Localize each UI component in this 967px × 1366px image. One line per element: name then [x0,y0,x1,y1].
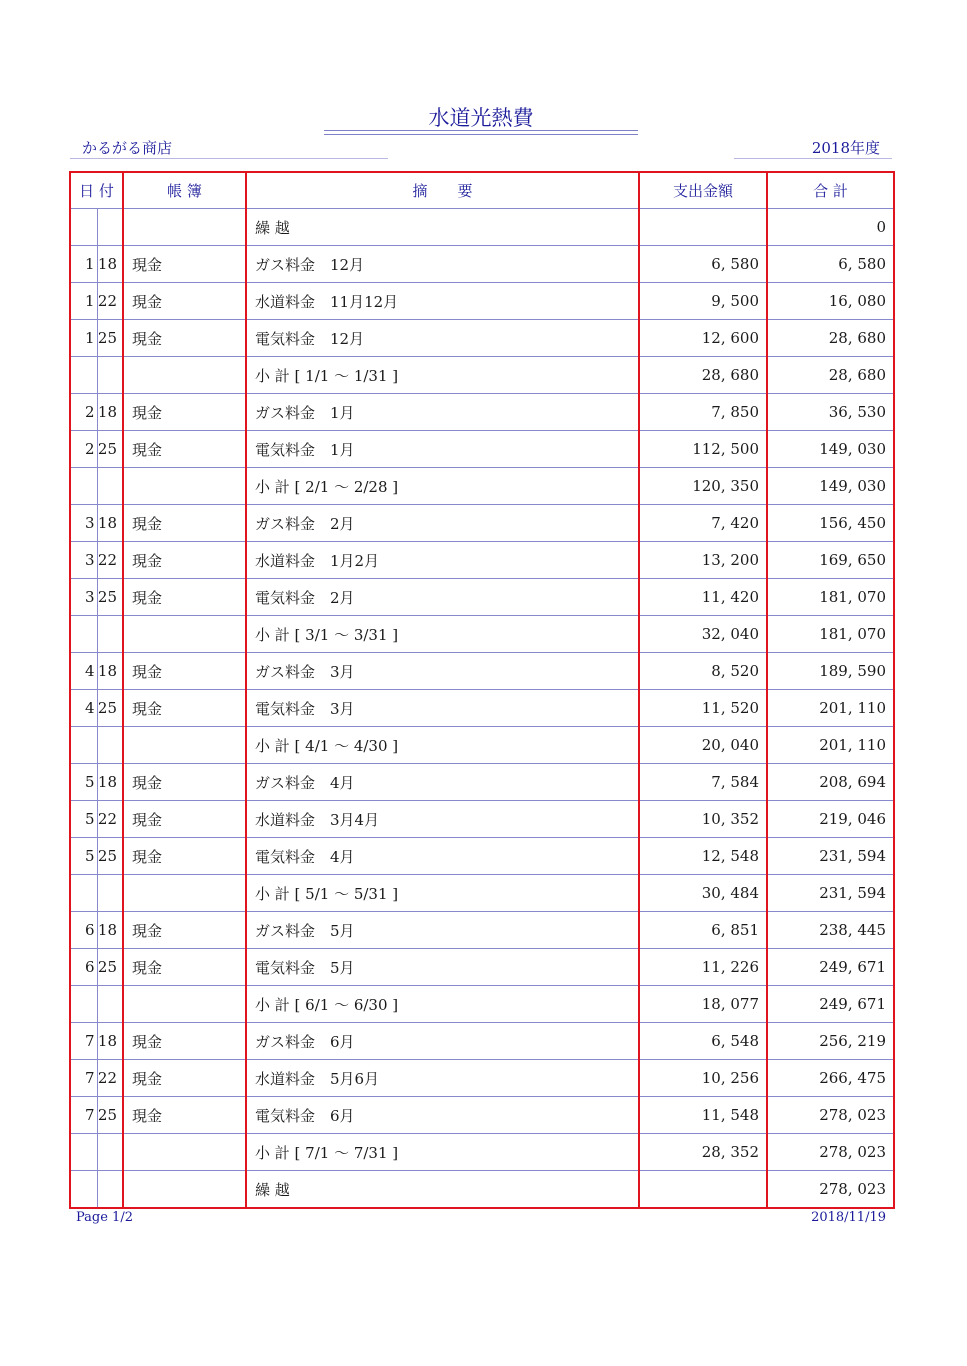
table-row [70,690,894,727]
table-row [70,505,894,542]
ledger-cell-amount: 10, 352 [639,801,767,838]
ledger-cell-month [70,727,97,764]
ledger-cell-month [70,1171,97,1209]
table-row [70,838,894,875]
ledger-cell-total: 169, 650 [767,542,894,579]
title-underline [324,130,638,131]
ledger-cell-day [97,1134,123,1171]
title-underline-double [324,134,638,135]
ledger-cell-amount: 12, 548 [639,838,767,875]
ledger-cell-total: 16, 080 [767,283,894,320]
ledger-cell-summary: 水道料金 5月6月 [246,1060,639,1097]
ledger-cell-day: 18 [97,1023,123,1060]
table-row [70,357,894,394]
table-row [70,394,894,431]
ledger-cell-month: 3 [70,505,97,542]
fiscal-year-underline [734,158,892,159]
ledger-cell-day [97,875,123,912]
ledger-cell-book: 現金 [123,505,246,542]
ledger-cell-summary: 電気料金 5月 [246,949,639,986]
ledger-cell-day: 18 [97,912,123,949]
ledger-cell-total: 149, 030 [767,468,894,505]
table-row [70,764,894,801]
ledger-cell-amount: 12, 600 [639,320,767,357]
column-header-date: 日 付 [70,172,123,209]
ledger-cell-book [123,357,246,394]
ledger-cell-book: 現金 [123,690,246,727]
ledger-cell-total: 278, 023 [767,1171,894,1209]
ledger-cell-amount: 10, 256 [639,1060,767,1097]
ledger-cell-month: 5 [70,801,97,838]
ledger-cell-month: 5 [70,838,97,875]
ledger-cell-month [70,986,97,1023]
table-row [70,949,894,986]
ledger-cell-summary: 小 計 [ 5/1 ～ 5/31 ] [246,875,639,912]
ledger-cell-summary: 繰 越 [246,209,639,246]
ledger-cell-month [70,357,97,394]
ledger-cell-month: 6 [70,912,97,949]
ledger-cell-month: 4 [70,690,97,727]
ledger-cell-total: 28, 680 [767,357,894,394]
ledger-cell-total: 189, 590 [767,653,894,690]
ledger-cell-day: 25 [97,320,123,357]
ledger-cell-total: 249, 671 [767,949,894,986]
ledger-cell-month [70,209,97,246]
ledger-cell-summary: 電気料金 1月 [246,431,639,468]
ledger-cell-book [123,727,246,764]
ledger-cell-total: 201, 110 [767,727,894,764]
ledger-cell-day: 18 [97,653,123,690]
ledger-cell-book: 現金 [123,579,246,616]
ledger-cell-amount: 7, 850 [639,394,767,431]
table-row [70,246,894,283]
ledger-cell-total: 238, 445 [767,912,894,949]
ledger-cell-summary: 水道料金 11月12月 [246,283,639,320]
ledger-cell-total: 201, 110 [767,690,894,727]
ledger-cell-amount: 112, 500 [639,431,767,468]
ledger-cell-summary: 水道料金 3月4月 [246,801,639,838]
column-header-summary: 摘 要 [246,172,639,209]
table-row [70,431,894,468]
ledger-cell-day: 25 [97,690,123,727]
ledger-cell-total: 256, 219 [767,1023,894,1060]
ledger-cell-amount [639,209,767,246]
ledger-cell-day: 25 [97,579,123,616]
ledger-cell-book [123,986,246,1023]
table-row [70,1134,894,1171]
table-row [70,801,894,838]
table-row [70,653,894,690]
ledger-cell-book: 現金 [123,246,246,283]
ledger-cell-amount [639,1171,767,1209]
page-number: Page 1/2 [76,1210,133,1225]
ledger-cell-total: 181, 070 [767,579,894,616]
ledger-cell-summary: 小 計 [ 4/1 ～ 4/30 ] [246,727,639,764]
ledger-cell-total: 28, 680 [767,320,894,357]
ledger-cell-book [123,1171,246,1209]
ledger-cell-amount: 120, 350 [639,468,767,505]
ledger-cell-book: 現金 [123,1097,246,1134]
ledger-cell-book: 現金 [123,431,246,468]
ledger-cell-book [123,468,246,505]
ledger-cell-summary: 電気料金 2月 [246,579,639,616]
ledger-cell-month: 3 [70,542,97,579]
ledger-cell-summary: ガス料金 3月 [246,653,639,690]
ledger-cell-summary: 繰 越 [246,1171,639,1209]
ledger-cell-day: 22 [97,542,123,579]
ledger-cell-day: 25 [97,838,123,875]
ledger-cell-day: 25 [97,949,123,986]
ledger-cell-summary: 電気料金 3月 [246,690,639,727]
ledger-cell-summary: ガス料金 1月 [246,394,639,431]
ledger-cell-month [70,875,97,912]
ledger-cell-summary: 水道料金 1月2月 [246,542,639,579]
ledger-cell-day [97,357,123,394]
ledger-cell-amount: 11, 420 [639,579,767,616]
ledger-cell-book: 現金 [123,949,246,986]
ledger-cell-book [123,875,246,912]
table-row [70,542,894,579]
ledger-cell-month: 2 [70,394,97,431]
ledger-cell-amount: 28, 680 [639,357,767,394]
ledger-cell-month [70,468,97,505]
fiscal-year: 2018年度 [811,139,880,157]
ledger-cell-amount: 32, 040 [639,616,767,653]
table-row [70,986,894,1023]
ledger-cell-day [97,468,123,505]
ledger-cell-total: 208, 694 [767,764,894,801]
table-row [70,1171,894,1209]
shop-name-underline [70,158,388,159]
column-header-total: 合 計 [767,172,894,209]
ledger-cell-amount: 28, 352 [639,1134,767,1171]
table-row [70,616,894,653]
page-title: 水道光熱費 [428,106,534,130]
table-row [70,1023,894,1060]
ledger-cell-amount: 11, 548 [639,1097,767,1134]
ledger-cell-total: 149, 030 [767,431,894,468]
ledger-cell-summary: ガス料金 5月 [246,912,639,949]
ledger-cell-month: 1 [70,283,97,320]
ledger-cell-book: 現金 [123,542,246,579]
ledger-cell-amount: 9, 500 [639,283,767,320]
ledger-cell-total: 231, 594 [767,875,894,912]
ledger-cell-month: 1 [70,320,97,357]
ledger-cell-book: 現金 [123,838,246,875]
ledger-cell-total: 278, 023 [767,1097,894,1134]
table-row [70,875,894,912]
ledger-cell-total: 156, 450 [767,505,894,542]
ledger-cell-total: 249, 671 [767,986,894,1023]
table-row [70,209,894,246]
ledger-cell-total: 0 [767,209,894,246]
ledger-cell-amount: 18, 077 [639,986,767,1023]
ledger-cell-month [70,616,97,653]
ledger-cell-summary: ガス料金 4月 [246,764,639,801]
column-header-book: 帳 簿 [123,172,246,209]
table-row [70,320,894,357]
ledger-cell-month: 7 [70,1097,97,1134]
ledger-cell-amount: 6, 851 [639,912,767,949]
ledger-cell-month: 1 [70,246,97,283]
ledger-cell-day: 22 [97,801,123,838]
ledger-cell-summary: 小 計 [ 2/1 ～ 2/28 ] [246,468,639,505]
ledger-cell-book: 現金 [123,320,246,357]
ledger-cell-book: 現金 [123,394,246,431]
ledger-cell-day: 25 [97,1097,123,1134]
ledger-cell-day: 18 [97,764,123,801]
ledger-cell-summary: 電気料金 4月 [246,838,639,875]
ledger-cell-amount: 8, 520 [639,653,767,690]
ledger-cell-book: 現金 [123,1060,246,1097]
ledger-cell-amount: 20, 040 [639,727,767,764]
ledger-cell-total: 6, 580 [767,246,894,283]
ledger-cell-total: 278, 023 [767,1134,894,1171]
ledger-cell-summary: ガス料金 6月 [246,1023,639,1060]
print-date: 2018/11/19 [811,1210,886,1225]
ledger-cell-amount: 13, 200 [639,542,767,579]
ledger-cell-summary: 電気料金 6月 [246,1097,639,1134]
ledger-cell-amount: 6, 548 [639,1023,767,1060]
ledger-cell-book [123,1134,246,1171]
ledger-cell-amount: 30, 484 [639,875,767,912]
ledger-cell-total: 266, 475 [767,1060,894,1097]
ledger-cell-month: 7 [70,1060,97,1097]
ledger-cell-month [70,1134,97,1171]
ledger-cell-day: 25 [97,431,123,468]
ledger-cell-book: 現金 [123,1023,246,1060]
table-row [70,1060,894,1097]
table-row [70,912,894,949]
ledger-cell-total: 219, 046 [767,801,894,838]
ledger-cell-month: 7 [70,1023,97,1060]
ledger-header-row [70,172,894,209]
ledger-cell-amount: 7, 420 [639,505,767,542]
ledger-cell-summary: ガス料金 12月 [246,246,639,283]
ledger-cell-book: 現金 [123,653,246,690]
ledger-cell-month: 5 [70,764,97,801]
table-row [70,727,894,764]
ledger-cell-day: 22 [97,1060,123,1097]
ledger-cell-amount: 6, 580 [639,246,767,283]
ledger-cell-month: 2 [70,431,97,468]
shop-name: かるがる商店 [82,139,173,157]
ledger-cell-day: 18 [97,505,123,542]
ledger-table [69,171,895,1209]
ledger-cell-total: 181, 070 [767,616,894,653]
column-header-amount: 支出金額 [639,172,767,209]
ledger-cell-day: 18 [97,246,123,283]
ledger-cell-book [123,209,246,246]
table-row [70,468,894,505]
ledger-cell-book: 現金 [123,801,246,838]
table-row [70,283,894,320]
ledger-cell-book: 現金 [123,764,246,801]
ledger-cell-day: 18 [97,394,123,431]
ledger-cell-amount: 11, 226 [639,949,767,986]
ledger-cell-total: 231, 594 [767,838,894,875]
ledger-cell-month: 6 [70,949,97,986]
ledger-cell-summary: 小 計 [ 7/1 ～ 7/31 ] [246,1134,639,1171]
ledger-cell-summary: 小 計 [ 3/1 ～ 3/31 ] [246,616,639,653]
ledger-cell-day [97,209,123,246]
ledger-cell-day [97,616,123,653]
ledger-cell-amount: 11, 520 [639,690,767,727]
ledger-cell-book: 現金 [123,912,246,949]
ledger-cell-month: 4 [70,653,97,690]
ledger-cell-summary: 電気料金 12月 [246,320,639,357]
ledger-cell-day [97,1171,123,1209]
table-row [70,579,894,616]
ledger-cell-summary: ガス料金 2月 [246,505,639,542]
ledger-cell-book [123,616,246,653]
ledger-cell-month: 3 [70,579,97,616]
ledger-cell-summary: 小 計 [ 1/1 ～ 1/31 ] [246,357,639,394]
ledger-cell-book: 現金 [123,283,246,320]
ledger-cell-day: 22 [97,283,123,320]
ledger-cell-day [97,986,123,1023]
ledger-cell-amount: 7, 584 [639,764,767,801]
ledger-cell-day [97,727,123,764]
table-row [70,1097,894,1134]
ledger-cell-total: 36, 530 [767,394,894,431]
ledger-cell-summary: 小 計 [ 6/1 ～ 6/30 ] [246,986,639,1023]
